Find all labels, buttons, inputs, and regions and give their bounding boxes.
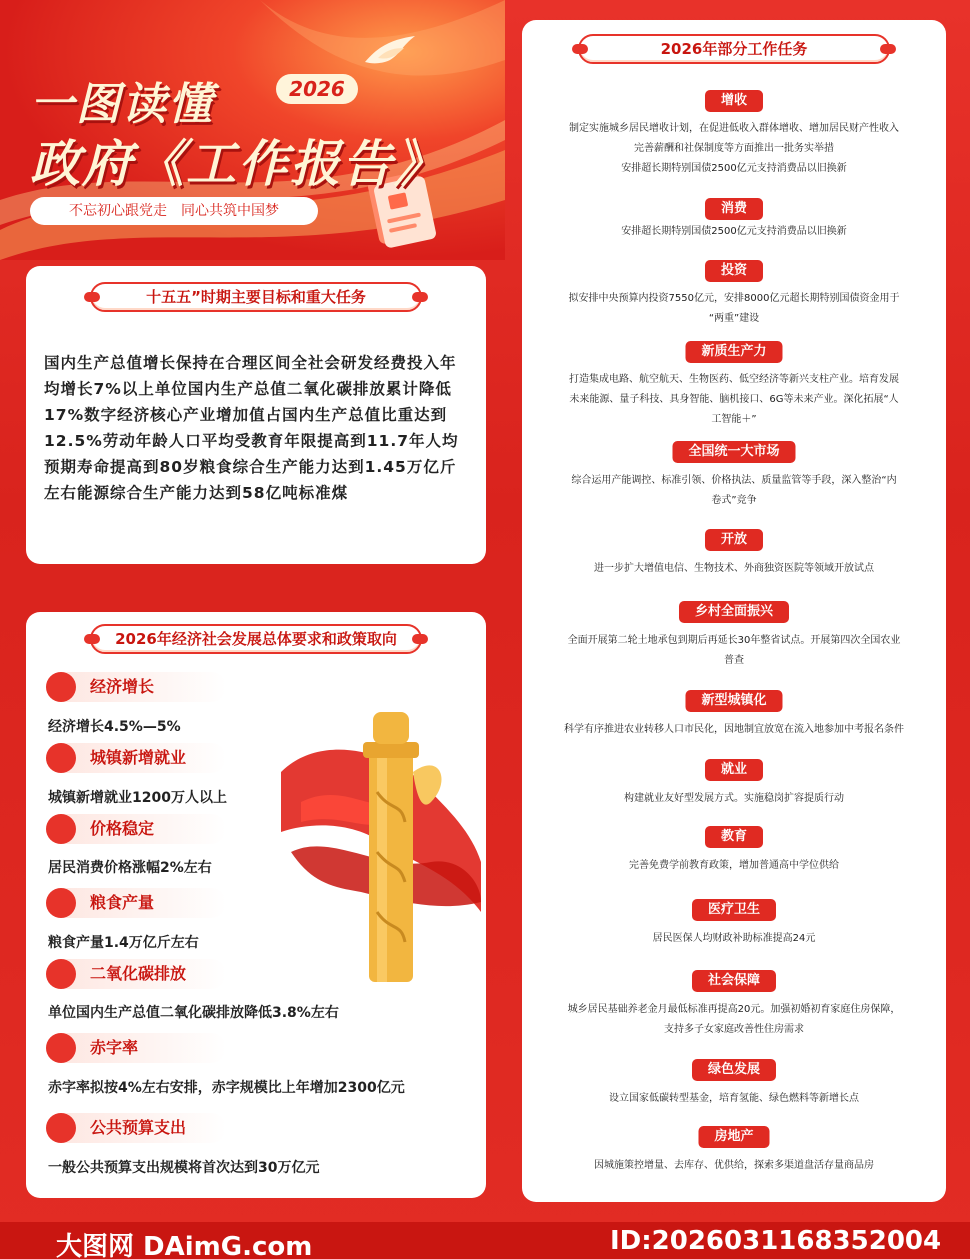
task-head: 消费 bbox=[705, 198, 763, 220]
task-text-line: 拟安排中央预算内投资7550亿元，安排8000亿元超长期特别国债资金用于 bbox=[568, 293, 900, 304]
bullet-dot-icon bbox=[46, 959, 76, 989]
policy-item-label: 二氧化碳排放 bbox=[90, 964, 187, 983]
policy-item-head bbox=[46, 743, 226, 773]
watermark-id: ID:20260311683520​04 bbox=[610, 1226, 942, 1256]
task-head: 就业 bbox=[705, 759, 763, 781]
task-text-line: 完善薪酬和社保制度等方面推出一批务实举措 bbox=[634, 143, 834, 154]
task-text-line: 科学有序推进农业转移人口市民化，因地制宜放宽在流入地参加中考报名条件 bbox=[564, 724, 904, 735]
task-text-line: 工智能＋” bbox=[711, 414, 757, 425]
title-bar-left bbox=[84, 634, 100, 644]
policy-item-text: 居民消费价格涨幅2%左右 bbox=[48, 860, 212, 876]
policy-item-text: 一般公共预算支出规模将首次达到30万亿元 bbox=[48, 1160, 320, 1176]
policy-item-label: 公共预算支出 bbox=[90, 1118, 187, 1137]
huabiao-pillar-graphic bbox=[281, 712, 481, 982]
dove-icon bbox=[360, 34, 420, 74]
policy-item-head bbox=[46, 1113, 226, 1143]
hero-year-badge: 2026 bbox=[276, 74, 358, 104]
task-head: 新型城镇化 bbox=[685, 690, 782, 712]
task-text-line: 构建就业友好型发展方式。实施稳岗扩容提质行动 bbox=[624, 793, 844, 804]
hero-banner bbox=[0, 0, 505, 260]
policy-item-head bbox=[46, 814, 226, 844]
watermark-site: 大图网 DAimG.com bbox=[56, 1232, 313, 1259]
title-bar-right bbox=[412, 292, 428, 302]
hero-title-line1: 一图读懂 bbox=[30, 79, 214, 130]
task-head: 医疗卫生 bbox=[692, 899, 776, 921]
bullet-dot-icon bbox=[46, 814, 76, 844]
task-head: 乡村全面振兴 bbox=[679, 601, 789, 623]
title-bar-right bbox=[412, 634, 428, 644]
task-text-line: 安排超长期特别国债2500亿元支持消费品以旧换新 bbox=[621, 226, 847, 237]
task-text-line: 设立国家低碳转型基金，培育氢能、绿色燃料等新增长点 bbox=[609, 1093, 859, 1104]
task-text-line: 安排超长期特别国债2500亿元支持消费品以旧换新 bbox=[621, 163, 847, 174]
policy-item-head bbox=[46, 959, 226, 989]
policy-item-head bbox=[46, 1033, 226, 1063]
policy-item-text: 粮食产量1.4万亿斤左右 bbox=[48, 935, 199, 951]
policy-item-head bbox=[46, 888, 226, 918]
goals-title bbox=[90, 282, 422, 312]
policy-item-label: 经济增长 bbox=[90, 677, 155, 696]
task-text-line: 进一步扩大增值电信、生物技术、外商独资医院等领域开放试点 bbox=[594, 563, 874, 574]
goals-title-text: 十五五”时期主要目标和重大任务 bbox=[146, 288, 366, 306]
bullet-dot-icon bbox=[46, 1033, 76, 1063]
policy-item-head bbox=[46, 672, 226, 702]
tasks-card bbox=[522, 20, 946, 1202]
task-head: 增收 bbox=[705, 90, 763, 112]
bullet-dot-icon bbox=[46, 1113, 76, 1143]
task-head: 新质生产力 bbox=[685, 341, 782, 363]
task-text-line: 完善免费学前教育政策，增加普通高中学位供给 bbox=[629, 860, 839, 871]
task-text-line: 打造集成电路、航空航天、生物医药、低空经济等新兴支柱产业。培育发展 bbox=[569, 374, 899, 385]
goals-card bbox=[26, 266, 486, 564]
policy-item-label: 城镇新增就业 bbox=[90, 748, 187, 767]
bullet-dot-icon bbox=[46, 888, 76, 918]
hero-title-line2: 政府《工作报告》 bbox=[30, 135, 446, 193]
task-head: 投资 bbox=[705, 260, 763, 282]
task-text-line: 未来能源、量子科技、具身智能、脑机接口、6G等未来产业。深化拓展“人 bbox=[569, 394, 899, 405]
task-text-line: 居民医保人均财政补助标准提高24元 bbox=[652, 933, 816, 944]
task-head: 绿色发展 bbox=[692, 1059, 776, 1081]
title-bar-left bbox=[572, 44, 588, 54]
goals-body-text: 国内生产总值增长保持在合理区间全社会研发经费投入年均增长7%以上单位国内生产总值二氧化碳排放累计降低17%数字经济核心产业增加值占国内生产总值比重达到12.5%劳动年龄人口平均受教育年限提高到11.7年人均预期寿命提高到80岁粮食综合生产能力达到1.45万亿斤左右能源综合生产能力达到58亿吨标准煤 bbox=[44, 354, 459, 502]
task-head: 开放 bbox=[705, 529, 763, 551]
task-head: 房地产 bbox=[698, 1126, 769, 1148]
task-text-line: 因城施策控增量、去库存、优供给，探索多渠道盘活存量商品房 bbox=[594, 1160, 874, 1171]
hero-slogan: 不忘初心跟党走 同心共筑中国梦 bbox=[30, 197, 318, 225]
bullet-dot-icon bbox=[46, 743, 76, 773]
task-text-line: 普查 bbox=[724, 655, 744, 666]
task-text-line: 综合运用产能调控、标准引领、价格执法、质量监管等手段，深入整治“内 bbox=[571, 475, 897, 486]
task-head: 社会保障 bbox=[692, 970, 776, 992]
task-head: 全国统一大市场 bbox=[672, 441, 795, 463]
task-text-line: 全面开展第二轮土地承包到期后再延长30年整省试点。开展第四次全国农业 bbox=[567, 635, 901, 646]
policy-item-label: 价格稳定 bbox=[90, 819, 155, 838]
title-bar-right bbox=[880, 44, 896, 54]
task-text-line: 卷式”竞争 bbox=[711, 495, 757, 506]
tasks-title-text: 2026年部分工作任务 bbox=[660, 40, 808, 58]
task-text-line: “两重”建设 bbox=[708, 313, 760, 324]
policy-item-text: 经济增长4.5%—5% bbox=[48, 719, 181, 735]
policy-item-label: 粮食产量 bbox=[90, 893, 155, 912]
policy-item-text: 赤字率拟按4%左右安排，赤字规模比上年增加2300亿元 bbox=[48, 1080, 405, 1096]
task-text-line: 城乡居民基础养老金月最低标准再提高20元。加强初婚初育家庭住房保障， bbox=[567, 1004, 901, 1015]
task-head: 教育 bbox=[705, 826, 763, 848]
policy-item-text: 城镇新增就业1200万人以上 bbox=[48, 790, 227, 806]
policy-card bbox=[26, 612, 486, 1198]
policy-title-text: 2026年经济社会发展总体要求和政策取向 bbox=[115, 630, 397, 648]
tasks-title bbox=[578, 34, 890, 64]
bullet-dot-icon bbox=[46, 672, 76, 702]
task-text-line: 支持多子女家庭改善性住房需求 bbox=[664, 1024, 804, 1035]
task-text-line: 制定实施城乡居民增收计划，在促进低收入群体增收、增加居民财产性收入 bbox=[569, 123, 899, 134]
policy-title bbox=[90, 624, 422, 654]
title-bar-left bbox=[84, 292, 100, 302]
policy-item-text: 单位国内生产总值二氧化碳排放降低3.8%左右 bbox=[48, 1005, 339, 1021]
policy-item-label: 赤字率 bbox=[90, 1038, 139, 1057]
